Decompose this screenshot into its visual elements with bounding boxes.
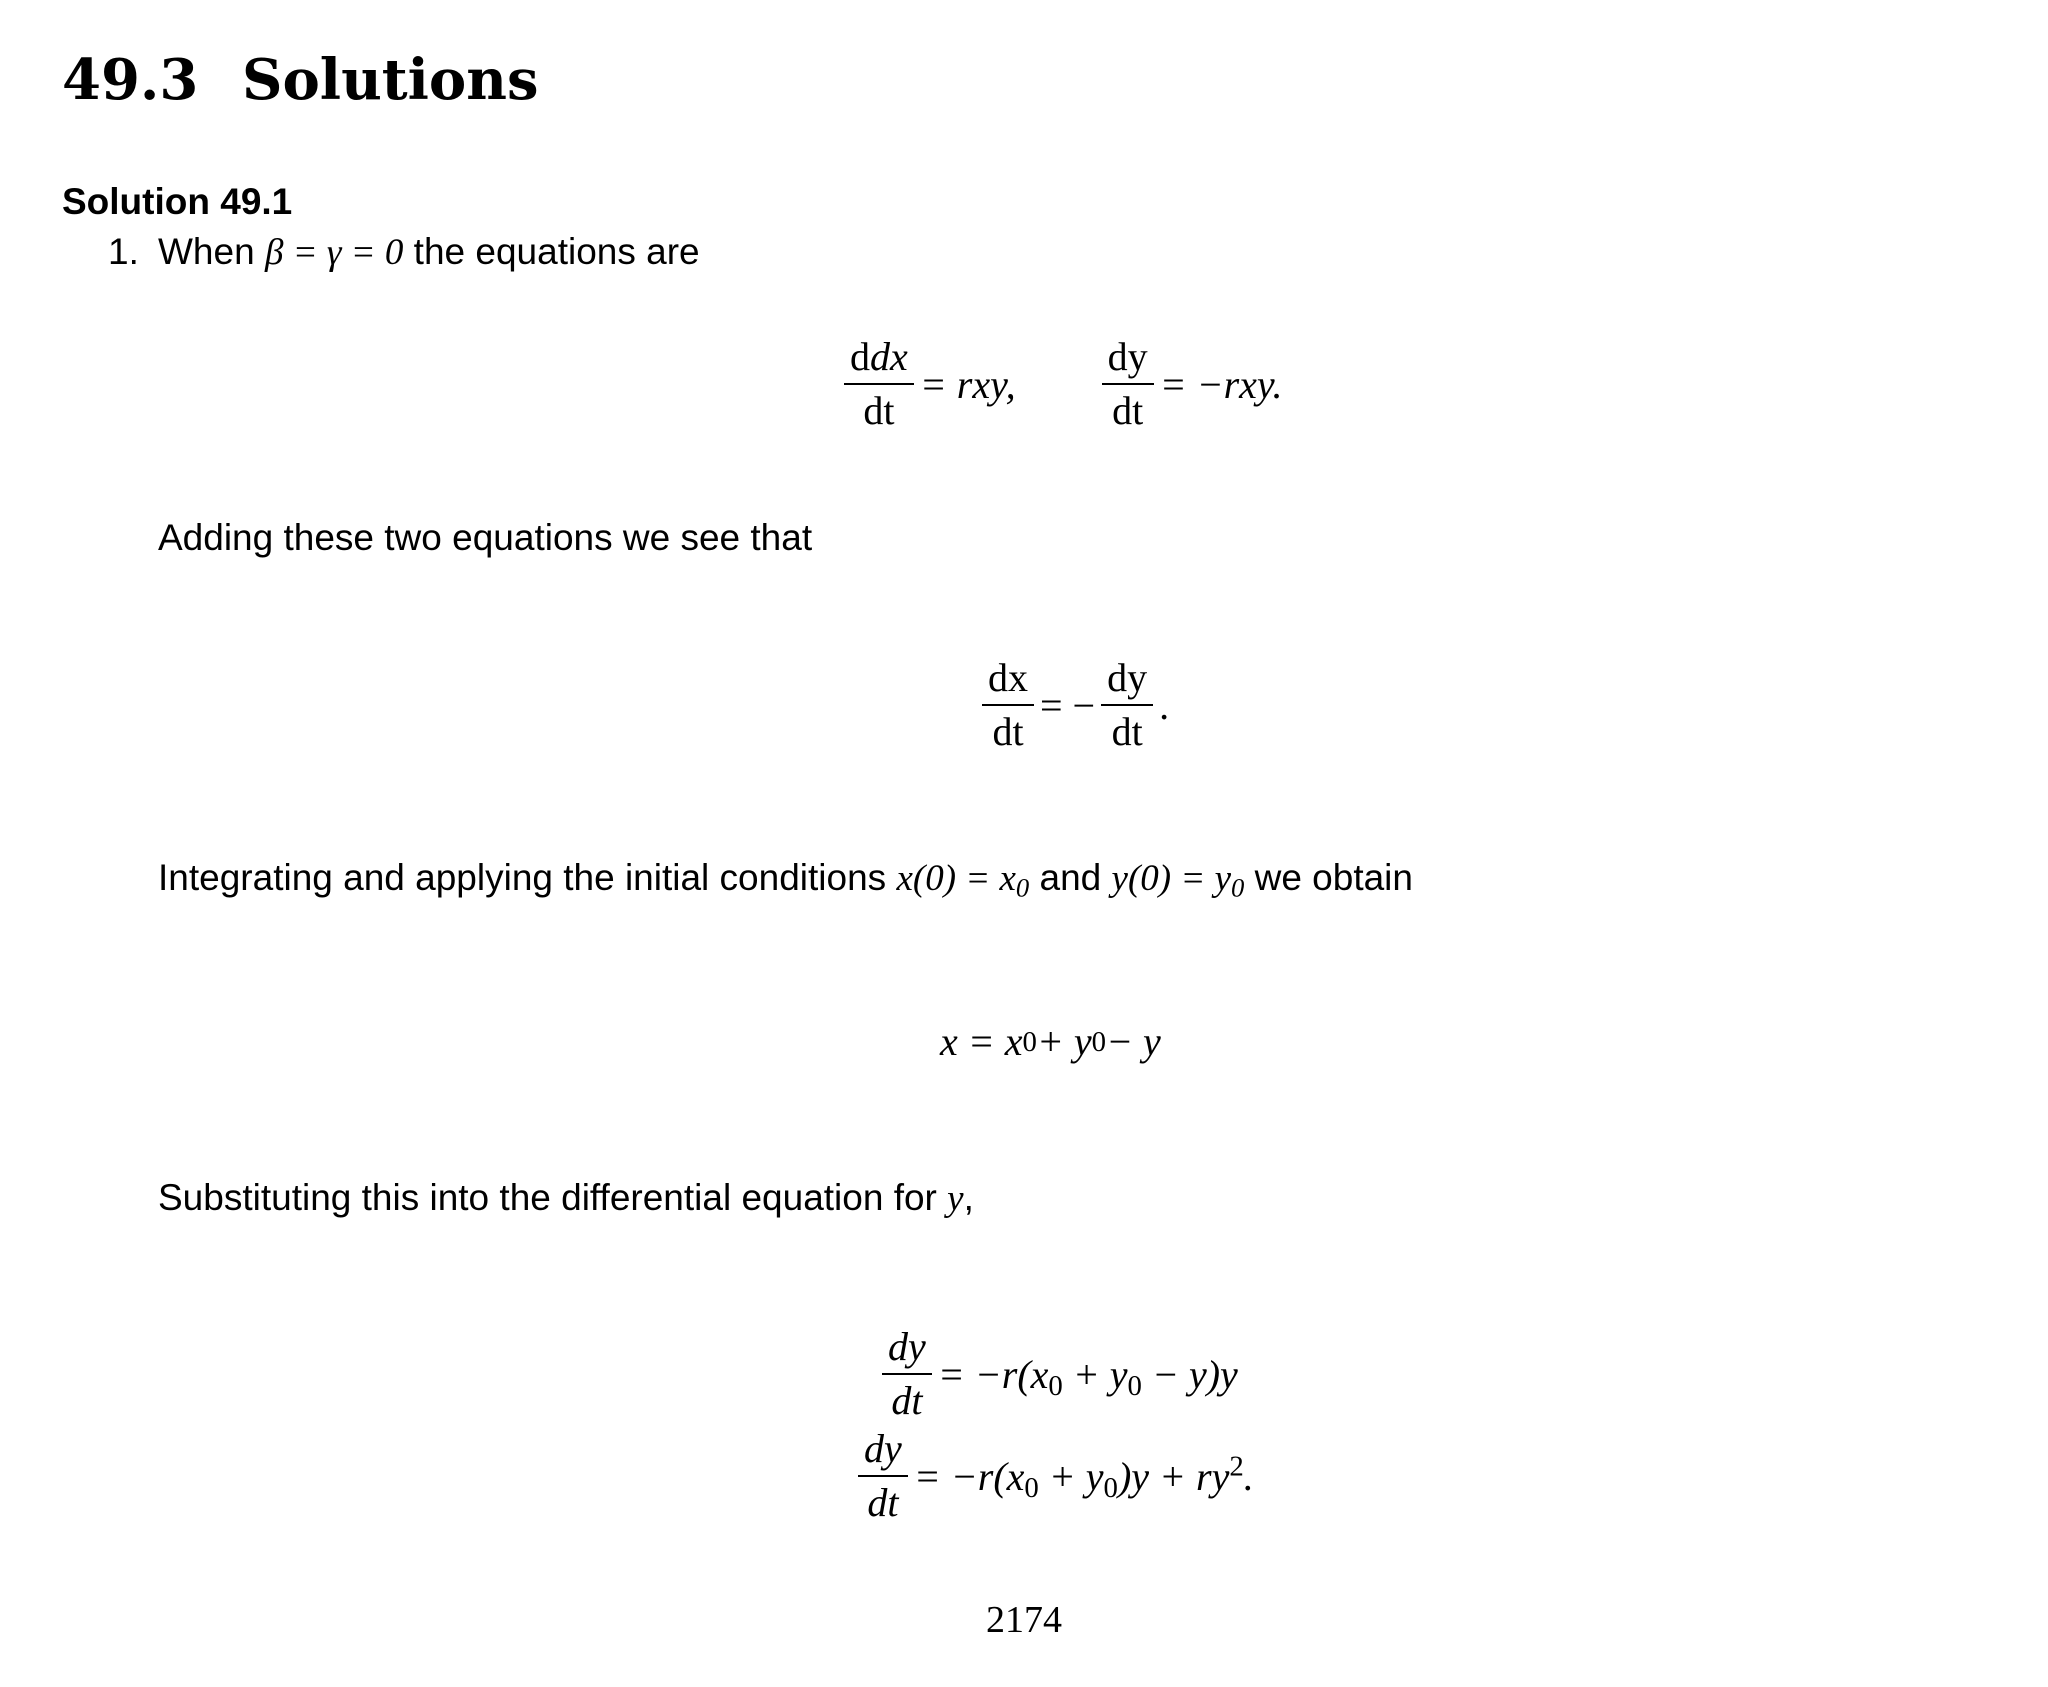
- section-title: Solutions: [242, 47, 539, 113]
- item-number: 1.: [108, 231, 139, 272]
- intro-math: β = γ = 0: [264, 232, 404, 273]
- paragraph-adding: Adding these two equations we see that: [158, 517, 813, 558]
- paragraph-substituting: [158, 1176, 974, 1221]
- numerator: dy: [858, 1427, 908, 1477]
- integrating-text-before: Integrating and applying the initial conditions: [158, 857, 897, 898]
- numerator-text: dx: [870, 334, 908, 379]
- equation-x-solution: x = x 0 + y 0 − y: [940, 1019, 1161, 1064]
- subscript: 0: [1103, 1471, 1118, 1504]
- variable-y: y: [947, 1178, 964, 1219]
- denominator: dt: [891, 1378, 923, 1423]
- intro-text-before: When: [158, 231, 265, 272]
- equation-line-2: [852, 1427, 1254, 1525]
- section-heading: [62, 48, 539, 112]
- subscript: 0: [1127, 1369, 1142, 1402]
- eq3-part-c: − y: [1106, 1019, 1161, 1064]
- fraction-dy-dt: [882, 1325, 932, 1423]
- denominator: dt: [867, 1480, 899, 1525]
- equation-system: [838, 335, 1282, 433]
- fraction-dy-dt: [1102, 335, 1154, 433]
- solution-title: Solution 49.1: [62, 181, 293, 222]
- numerator: dy: [1101, 656, 1153, 706]
- eq3-part-a: x = x: [940, 1019, 1023, 1064]
- period: .: [1159, 682, 1170, 728]
- fraction-dy-dt: [858, 1427, 908, 1525]
- numerator: dx: [982, 656, 1034, 706]
- rhs-neg-rxy: = −rxy.: [1159, 361, 1283, 407]
- condition-x-text: x(0) = x: [896, 858, 1016, 899]
- period: .: [1243, 1453, 1254, 1499]
- fraction-dy-dt: [1101, 656, 1153, 754]
- numerator: ddx: [844, 335, 914, 385]
- paragraph-integrating: [158, 856, 1413, 901]
- eq3-part-b: + y: [1036, 1019, 1092, 1064]
- intro-text-after: the equations are: [403, 231, 700, 272]
- rhs-part: + y: [1062, 1351, 1128, 1397]
- comma: ,: [963, 1177, 974, 1218]
- subscript: 0: [1015, 872, 1030, 903]
- substituting-text: Substituting this into the differential equation for: [158, 1177, 948, 1218]
- denominator: dt: [1111, 709, 1143, 754]
- rhs-part: = −r(x: [913, 1453, 1025, 1499]
- integrating-text-after: we obtain: [1244, 857, 1413, 898]
- rhs-rxy: = rxy,: [919, 361, 1016, 407]
- numerator: dy: [1102, 335, 1154, 385]
- subscript: 0: [1024, 1471, 1039, 1504]
- fraction-dx-dt: [982, 656, 1034, 754]
- fraction-dx-dt: [844, 335, 914, 433]
- subscript: 0: [1048, 1369, 1063, 1402]
- section-number: 49.3: [62, 47, 199, 113]
- rhs-part: )y + ry: [1117, 1453, 1230, 1499]
- rhs-part: = −r(x: [937, 1351, 1049, 1397]
- integrating-text-middle: and: [1029, 857, 1112, 898]
- rhs-part: − y)y: [1141, 1351, 1238, 1397]
- equation-sum: [976, 656, 1169, 754]
- eq4-line1-rhs: [937, 1351, 1238, 1402]
- denominator: dt: [992, 709, 1024, 754]
- superscript: 2: [1229, 1450, 1244, 1483]
- subscript: 0: [1231, 872, 1245, 903]
- denominator: dt: [1112, 388, 1144, 433]
- condition-y: [1111, 858, 1245, 903]
- condition-y-text: y(0) = y: [1111, 858, 1231, 899]
- denominator: dt: [863, 388, 895, 433]
- rhs-part: + y: [1038, 1453, 1104, 1499]
- numerator: dy: [882, 1325, 932, 1375]
- item-1-intro: [108, 230, 700, 275]
- page-number: 2174: [986, 1599, 1062, 1641]
- equation-line-1: [876, 1325, 1238, 1423]
- condition-x: [896, 858, 1030, 903]
- eq4-line2-rhs: [913, 1450, 1254, 1504]
- equals-minus: = −: [1040, 682, 1096, 728]
